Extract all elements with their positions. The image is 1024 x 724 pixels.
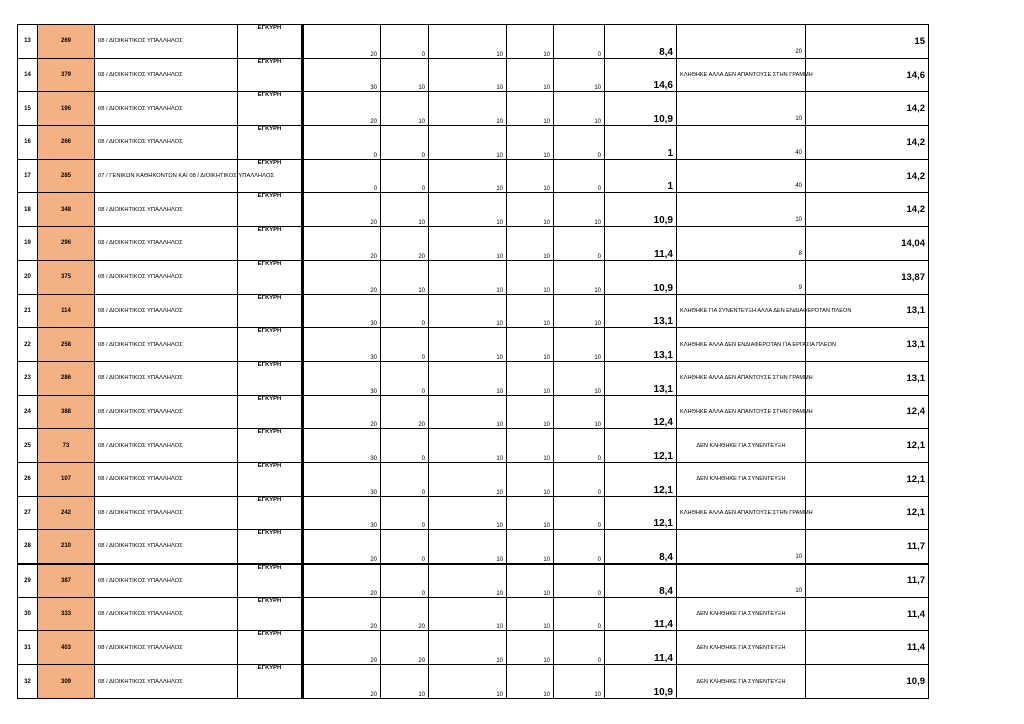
- score-a: 20: [303, 25, 381, 59]
- applicant-code: 114: [38, 294, 95, 328]
- score-e: 10: [554, 361, 605, 395]
- position-code: 08 / ΔΙΟΙΚΗΤΙΚΟΣ ΥΠΑΛΛΗΛΟΣ: [95, 530, 238, 564]
- applicant-code: 403: [38, 631, 95, 665]
- row-index: 27: [18, 496, 38, 530]
- final-score: 15: [806, 25, 929, 59]
- weighted-total: 12,1: [605, 462, 677, 496]
- interview-score: 40: [795, 149, 802, 156]
- weighted-total: 11,4: [605, 597, 677, 631]
- score-e: 10: [554, 260, 605, 294]
- application-status: ΕΓΚΥΡΗ: [238, 564, 303, 598]
- weighted-total: 8,4: [605, 25, 677, 59]
- interview-score: 10: [795, 217, 802, 224]
- interview-score: 8: [798, 250, 802, 257]
- interview-note: [677, 665, 806, 699]
- row-index: 14: [18, 58, 38, 92]
- score-e: 10: [554, 665, 605, 699]
- applicant-code: 258: [38, 328, 95, 362]
- score-a: 20: [303, 631, 381, 665]
- interview-score: 9: [798, 284, 802, 291]
- applicant-code: 333: [38, 597, 95, 631]
- table-row: [18, 395, 929, 429]
- interview-note: [677, 193, 806, 227]
- row-index: 20: [18, 260, 38, 294]
- weighted-total: 8,4: [605, 564, 677, 598]
- score-e: 0: [554, 25, 605, 59]
- final-score: 14,2: [806, 92, 929, 126]
- row-index: 18: [18, 193, 38, 227]
- position-code: 08 / ΔΙΟΙΚΗΤΙΚΟΣ ΥΠΑΛΛΗΛΟΣ: [95, 328, 238, 362]
- score-d: 10: [507, 496, 554, 530]
- score-b: 20: [381, 597, 429, 631]
- score-b: 0: [381, 25, 429, 59]
- applicant-code: 285: [38, 159, 95, 193]
- row-index: 30: [18, 597, 38, 631]
- application-status: ΕΓΚΥΡΗ: [238, 395, 303, 429]
- score-d: 10: [507, 92, 554, 126]
- ranking-table: [17, 24, 929, 699]
- score-d: 10: [507, 361, 554, 395]
- score-c: 10: [429, 193, 507, 227]
- interview-note: [677, 328, 837, 362]
- applicant-code: 379: [38, 58, 95, 92]
- applicant-code: 210: [38, 530, 95, 564]
- interview-note: [677, 395, 813, 429]
- score-b: 10: [381, 92, 429, 126]
- applicant-code: 73: [38, 429, 95, 463]
- weighted-total: 10,9: [605, 260, 677, 294]
- final-score: 11,7: [806, 530, 929, 564]
- weighted-total: 10,9: [605, 665, 677, 699]
- score-d: 10: [507, 193, 554, 227]
- score-c: 10: [429, 58, 507, 92]
- score-d: 10: [507, 395, 554, 429]
- score-a: 30: [303, 429, 381, 463]
- weighted-total: 1: [605, 159, 677, 193]
- table-row: [18, 665, 929, 699]
- interview-score: 40: [795, 183, 802, 190]
- final-score: 13,1: [806, 361, 929, 395]
- application-status: ΕΓΚΥΡΗ: [238, 294, 303, 328]
- score-b: 0: [381, 429, 429, 463]
- score-c: 10: [429, 665, 507, 699]
- position-code: 08 / ΔΙΟΙΚΗΤΙΚΟΣ ΥΠΑΛΛΗΛΟΣ: [95, 193, 238, 227]
- score-b: 0: [381, 159, 429, 193]
- score-c: 10: [429, 361, 507, 395]
- applicant-code: 296: [38, 227, 95, 261]
- interview-note: [677, 496, 813, 530]
- position-code: 08 / ΔΙΟΙΚΗΤΙΚΟΣ ΥΠΑΛΛΗΛΟΣ: [95, 227, 238, 261]
- score-d: 10: [507, 530, 554, 564]
- final-score: 14,6: [806, 58, 929, 92]
- table-row: [18, 294, 929, 328]
- score-b: 20: [381, 227, 429, 261]
- score-e: 10: [554, 395, 605, 429]
- applicant-code: 242: [38, 496, 95, 530]
- position-code: 08 / ΔΙΟΙΚΗΤΙΚΟΣ ΥΠΑΛΛΗΛΟΣ: [95, 429, 238, 463]
- row-index: 31: [18, 631, 38, 665]
- score-e: 0: [554, 597, 605, 631]
- interview-note-text: ΚΛΗΘΗΚΕ ΓΙΑ ΣΥΝΕΝΤΕΥΞΗ ΑΛΛΑ ΔΕΝ ΕΝΔΙΑΦΕΡΟΤΑΝ ΠΛΕΟΝ: [680, 307, 852, 314]
- score-b: 0: [381, 530, 429, 564]
- applicant-code: 309: [38, 665, 95, 699]
- position-code: 07 / ΓΕΝΙΚΩΝ ΚΑΘΗΚΟΝΤΩΝ ΚΑΙ 08 / ΔΙΟΙΚΗΤΙΚΟΣ ΥΠΑΛΛΗΛΟΣ: [95, 159, 238, 193]
- table-row: [18, 328, 929, 362]
- table-row: [18, 597, 929, 631]
- interview-note-text: ΔΕΝ ΚΛΗΘΗΚΕ ΓΙΑ ΣΥΝΕΝΤΕΥΞΗ: [696, 644, 786, 651]
- application-status: ΕΓΚΥΡΗ: [238, 58, 303, 92]
- weighted-total: 12,4: [605, 395, 677, 429]
- application-status: ΕΓΚΥΡΗ: [238, 193, 303, 227]
- score-d: 10: [507, 665, 554, 699]
- score-a: 20: [303, 193, 381, 227]
- final-score: 13,1: [806, 328, 929, 362]
- row-index: 32: [18, 665, 38, 699]
- score-b: 0: [381, 496, 429, 530]
- row-index: 16: [18, 126, 38, 160]
- final-score: 10,9: [806, 665, 929, 699]
- score-c: 10: [429, 530, 507, 564]
- weighted-total: 1: [605, 126, 677, 160]
- final-score: 14,2: [806, 159, 929, 193]
- score-e: 0: [554, 496, 605, 530]
- application-status: ΕΓΚΥΡΗ: [238, 665, 303, 699]
- interview-score: 10: [795, 587, 802, 594]
- score-b: 0: [381, 294, 429, 328]
- weighted-total: 10,9: [605, 193, 677, 227]
- score-b: 20: [381, 631, 429, 665]
- row-index: 17: [18, 159, 38, 193]
- applicant-code: 387: [38, 564, 95, 598]
- weighted-total: 13,1: [605, 328, 677, 362]
- final-score: 12,1: [806, 462, 929, 496]
- interview-note-text: ΔΕΝ ΚΛΗΘΗΚΕ ΓΙΑ ΣΥΝΕΝΤΕΥΞΗ: [696, 476, 786, 483]
- score-d: 10: [507, 58, 554, 92]
- score-a: 30: [303, 361, 381, 395]
- final-score: 13,87: [806, 260, 929, 294]
- score-d: 10: [507, 328, 554, 362]
- interview-score: 10: [795, 116, 802, 123]
- application-status: ΕΓΚΥΡΗ: [238, 126, 303, 160]
- score-a: 20: [303, 597, 381, 631]
- interview-note: [677, 260, 806, 294]
- position-code: 08 / ΔΙΟΙΚΗΤΙΚΟΣ ΥΠΑΛΛΗΛΟΣ: [95, 92, 238, 126]
- interview-note: [677, 361, 813, 395]
- interview-note-text: ΔΕΝ ΚΛΗΘΗΚΕ ΓΙΑ ΣΥΝΕΝΤΕΥΞΗ: [696, 678, 786, 685]
- score-c: 10: [429, 631, 507, 665]
- score-d: 10: [507, 429, 554, 463]
- application-status: ΕΓΚΥΡΗ: [238, 227, 303, 261]
- application-status: ΕΓΚΥΡΗ: [238, 92, 303, 126]
- score-c: 10: [429, 260, 507, 294]
- table-row: [18, 25, 929, 59]
- applicant-code: 266: [38, 126, 95, 160]
- position-code: 08 / ΔΙΟΙΚΗΤΙΚΟΣ ΥΠΑΛΛΗΛΟΣ: [95, 597, 238, 631]
- weighted-total: 11,4: [605, 631, 677, 665]
- final-score: 11,7: [806, 564, 929, 598]
- score-b: 10: [381, 193, 429, 227]
- position-code: 08 / ΔΙΟΙΚΗΤΙΚΟΣ ΥΠΑΛΛΗΛΟΣ: [95, 462, 238, 496]
- interview-note-text: ΚΛΗΘΗΚΕ ΑΛΛΑ ΔΕΝ ΕΝΔΙΑΦΕΡΟΤΑΝ ΓΙΑ ΕΡΓΑΣΙΑ ΠΛΕΟΝ: [680, 341, 837, 348]
- score-e: 0: [554, 159, 605, 193]
- row-index: 21: [18, 294, 38, 328]
- score-b: 0: [381, 462, 429, 496]
- position-code: 08 / ΔΙΟΙΚΗΤΙΚΟΣ ΥΠΑΛΛΗΛΟΣ: [95, 25, 238, 59]
- score-c: 10: [429, 159, 507, 193]
- score-d: 10: [507, 25, 554, 59]
- interview-note-text: ΔΕΝ ΚΛΗΘΗΚΕ ΓΙΑ ΣΥΝΕΝΤΕΥΞΗ: [696, 611, 786, 618]
- interview-note: [677, 159, 806, 193]
- weighted-total: 12,1: [605, 429, 677, 463]
- application-status: ΕΓΚΥΡΗ: [238, 530, 303, 564]
- interview-note: [677, 462, 806, 496]
- row-index: 19: [18, 227, 38, 261]
- application-status: ΕΓΚΥΡΗ: [238, 429, 303, 463]
- score-b: 20: [381, 395, 429, 429]
- position-code: 08 / ΔΙΟΙΚΗΤΙΚΟΣ ΥΠΑΛΛΗΛΟΣ: [95, 631, 238, 665]
- score-e: 0: [554, 462, 605, 496]
- interview-note: [677, 530, 806, 564]
- applicant-code: 375: [38, 260, 95, 294]
- applicant-code: 286: [38, 361, 95, 395]
- score-c: 10: [429, 462, 507, 496]
- score-c: 10: [429, 25, 507, 59]
- position-code: 08 / ΔΙΟΙΚΗΤΙΚΟΣ ΥΠΑΛΛΗΛΟΣ: [95, 665, 238, 699]
- table-row: [18, 92, 929, 126]
- position-code: 08 / ΔΙΟΙΚΗΤΙΚΟΣ ΥΠΑΛΛΗΛΟΣ: [95, 496, 238, 530]
- row-index: 26: [18, 462, 38, 496]
- weighted-total: 12,1: [605, 496, 677, 530]
- table-row: [18, 227, 929, 261]
- interview-note: [677, 631, 806, 665]
- row-index: 15: [18, 92, 38, 126]
- weighted-total: 10,9: [605, 92, 677, 126]
- interview-note: [677, 564, 806, 598]
- score-a: 20: [303, 395, 381, 429]
- final-score: 12,1: [806, 429, 929, 463]
- interview-note: [677, 126, 806, 160]
- score-d: 10: [507, 462, 554, 496]
- final-score: 14,2: [806, 193, 929, 227]
- final-score: 12,4: [806, 395, 929, 429]
- applicant-code: 196: [38, 92, 95, 126]
- score-c: 10: [429, 496, 507, 530]
- table-row: [18, 564, 929, 598]
- row-index: 23: [18, 361, 38, 395]
- score-e: 0: [554, 564, 605, 598]
- application-status: ΕΓΚΥΡΗ: [238, 25, 303, 59]
- application-status: ΕΓΚΥΡΗ: [238, 260, 303, 294]
- final-score: 12,1: [806, 496, 929, 530]
- score-e: 10: [554, 92, 605, 126]
- score-d: 10: [507, 564, 554, 598]
- score-d: 10: [507, 260, 554, 294]
- row-index: 28: [18, 530, 38, 564]
- interview-note-text: ΚΛΗΘΗΚΕ ΑΛΛΑ ΔΕΝ ΑΠΑΝΤΟΥΣΕ ΣΤΗΝ ΓΡΑΜΜΗ: [680, 509, 813, 516]
- score-a: 20: [303, 665, 381, 699]
- score-b: 0: [381, 328, 429, 362]
- weighted-total: 13,1: [605, 361, 677, 395]
- weighted-total: 11,4: [605, 227, 677, 261]
- row-index: 24: [18, 395, 38, 429]
- score-e: 0: [554, 631, 605, 665]
- interview-score: 10: [795, 553, 802, 560]
- interview-note: [677, 58, 813, 92]
- interview-note-text: ΔΕΝ ΚΛΗΘΗΚΕ ΓΙΑ ΣΥΝΕΝΤΕΥΞΗ: [696, 442, 786, 449]
- score-c: 10: [429, 227, 507, 261]
- score-b: 0: [381, 564, 429, 598]
- score-b: 0: [381, 126, 429, 160]
- application-status: ΕΓΚΥΡΗ: [238, 597, 303, 631]
- position-code: 08 / ΔΙΟΙΚΗΤΙΚΟΣ ΥΠΑΛΛΗΛΟΣ: [95, 260, 238, 294]
- score-d: 10: [507, 294, 554, 328]
- row-index: 22: [18, 328, 38, 362]
- score-c: 10: [429, 328, 507, 362]
- table-row: [18, 631, 929, 665]
- score-d: 10: [507, 597, 554, 631]
- interview-note: [677, 92, 806, 126]
- score-e: 10: [554, 58, 605, 92]
- applicant-code: 388: [38, 395, 95, 429]
- table-row: [18, 496, 929, 530]
- application-status: ΕΓΚΥΡΗ: [238, 631, 303, 665]
- table-body: [18, 25, 929, 699]
- score-e: 0: [554, 227, 605, 261]
- final-score: 11,4: [806, 631, 929, 665]
- final-score: 13,1: [806, 294, 929, 328]
- score-e: 0: [554, 126, 605, 160]
- position-code: 08 / ΔΙΟΙΚΗΤΙΚΟΣ ΥΠΑΛΛΗΛΟΣ: [95, 361, 238, 395]
- application-status: ΕΓΚΥΡΗ: [238, 496, 303, 530]
- interview-note: [677, 25, 806, 59]
- score-c: 10: [429, 92, 507, 126]
- final-score: 14,2: [806, 126, 929, 160]
- interview-score: 20: [795, 48, 802, 55]
- score-e: 0: [554, 530, 605, 564]
- score-a: 30: [303, 58, 381, 92]
- score-a: 20: [303, 260, 381, 294]
- position-code: 08 / ΔΙΟΙΚΗΤΙΚΟΣ ΥΠΑΛΛΗΛΟΣ: [95, 58, 238, 92]
- interview-note: [677, 429, 806, 463]
- score-a: 30: [303, 294, 381, 328]
- score-a: 0: [303, 159, 381, 193]
- score-c: 10: [429, 429, 507, 463]
- score-d: 10: [507, 159, 554, 193]
- application-status: ΕΓΚΥΡΗ: [238, 462, 303, 496]
- score-c: 10: [429, 395, 507, 429]
- score-a: 0: [303, 126, 381, 160]
- score-d: 10: [507, 631, 554, 665]
- table-row: [18, 159, 929, 193]
- score-e: 10: [554, 328, 605, 362]
- table-row: [18, 260, 929, 294]
- interview-note-text: ΚΛΗΘΗΚΕ ΑΛΛΑ ΔΕΝ ΑΠΑΝΤΟΥΣΕ ΣΤΗΝ ΓΡΑΜΜΗ: [680, 375, 813, 382]
- table-row: [18, 361, 929, 395]
- row-index: 13: [18, 25, 38, 59]
- score-c: 10: [429, 294, 507, 328]
- applicant-code: 348: [38, 193, 95, 227]
- table-row: [18, 429, 929, 463]
- weighted-total: 14,6: [605, 58, 677, 92]
- score-b: 0: [381, 361, 429, 395]
- score-b: 10: [381, 665, 429, 699]
- score-d: 10: [507, 227, 554, 261]
- score-e: 10: [554, 193, 605, 227]
- score-e: 0: [554, 429, 605, 463]
- score-a: 20: [303, 227, 381, 261]
- application-status: ΕΓΚΥΡΗ: [238, 328, 303, 362]
- row-index: 29: [18, 564, 38, 598]
- score-c: 10: [429, 564, 507, 598]
- score-e: 10: [554, 294, 605, 328]
- position-code: 08 / ΔΙΟΙΚΗΤΙΚΟΣ ΥΠΑΛΛΗΛΟΣ: [95, 294, 238, 328]
- score-c: 10: [429, 126, 507, 160]
- score-a: 30: [303, 496, 381, 530]
- final-score: 11,4: [806, 597, 929, 631]
- table-row: [18, 462, 929, 496]
- row-index: 25: [18, 429, 38, 463]
- interview-note-text: ΚΛΗΘΗΚΕ ΑΛΛΑ ΔΕΝ ΑΠΑΝΤΟΥΣΕ ΣΤΗΝ ΓΡΑΜΜΗ: [680, 408, 813, 415]
- table-row: [18, 530, 929, 564]
- weighted-total: 8,4: [605, 530, 677, 564]
- score-a: 20: [303, 530, 381, 564]
- interview-note-text: ΚΛΗΘΗΚΕ ΑΛΛΑ ΔΕΝ ΑΠΑΝΤΟΥΣΕ ΣΤΗΝ ΓΡΑΜΜΗ: [680, 72, 813, 79]
- table-row: [18, 193, 929, 227]
- interview-note: [677, 294, 852, 328]
- interview-note: [677, 227, 806, 261]
- interview-note: [677, 597, 806, 631]
- position-code: 08 / ΔΙΟΙΚΗΤΙΚΟΣ ΥΠΑΛΛΗΛΟΣ: [95, 564, 238, 598]
- application-status: ΕΓΚΥΡΗ: [238, 361, 303, 395]
- table-row: [18, 58, 929, 92]
- applicant-code: 107: [38, 462, 95, 496]
- position-code: 08 / ΔΙΟΙΚΗΤΙΚΟΣ ΥΠΑΛΛΗΛΟΣ: [95, 126, 238, 160]
- score-c: 10: [429, 597, 507, 631]
- score-d: 10: [507, 126, 554, 160]
- weighted-total: 13,1: [605, 294, 677, 328]
- applicant-code: 269: [38, 25, 95, 59]
- table-row: [18, 126, 929, 160]
- score-b: 10: [381, 260, 429, 294]
- score-a: 30: [303, 462, 381, 496]
- score-a: 20: [303, 92, 381, 126]
- application-status: ΕΓΚΥΡΗ: [238, 159, 303, 193]
- position-code: 08 / ΔΙΟΙΚΗΤΙΚΟΣ ΥΠΑΛΛΗΛΟΣ: [95, 395, 238, 429]
- final-score: 14,04: [806, 227, 929, 261]
- score-a: 30: [303, 328, 381, 362]
- score-a: 20: [303, 564, 381, 598]
- score-b: 10: [381, 58, 429, 92]
